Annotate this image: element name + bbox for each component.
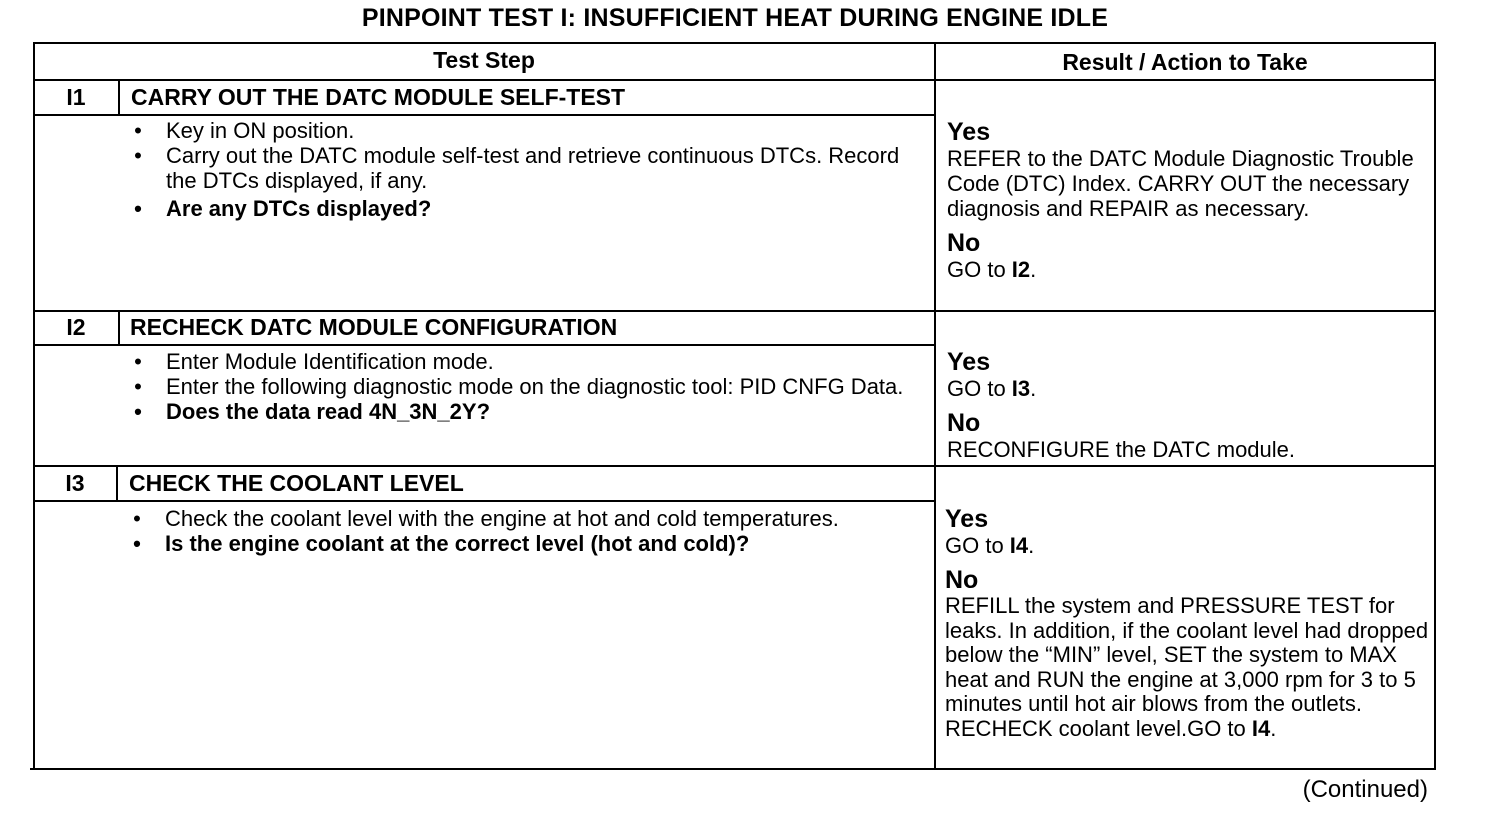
step-reference: I2 xyxy=(1011,257,1031,282)
bullet-icon: • xyxy=(133,531,141,556)
step-id: I2 xyxy=(66,314,86,340)
list-item xyxy=(128,196,918,221)
bullet-icon: • xyxy=(134,374,142,399)
step-instructions xyxy=(127,506,867,556)
instruction-text: Enter the following diagnostic mode on the diagnostic tool: PID CNFG Data. xyxy=(166,374,904,399)
no-action-text: REFILL the system and PRESSURE TEST for leaks. In addition, if the coolant level had dropped below the “MIN” level, SET the system to MAX heat and RUN the engine at 3,000 rpm for 3 to 5 minutes until hot air blows from the outlets. RECHECK coolant level.GO to xyxy=(945,593,1429,741)
bullet-icon: • xyxy=(134,399,142,424)
instruction-text: Carry out the DATC module self-test and retrieve continuous DTCs. Record the DTCs displayed, if any. xyxy=(166,143,900,193)
no-action-end: . xyxy=(1270,715,1277,741)
step-result xyxy=(945,505,1430,749)
list-item xyxy=(128,143,918,193)
step-reference: I3 xyxy=(1011,376,1031,401)
step-i3-name-divider xyxy=(34,500,935,502)
no-action xyxy=(947,257,1422,282)
no-label: No xyxy=(947,409,981,437)
header-result-action: Result / Action to Take xyxy=(1062,49,1308,75)
yes-label: Yes xyxy=(947,118,991,146)
step-i1-id-divider xyxy=(118,80,120,115)
step-title: CHECK THE COOLANT LEVEL xyxy=(129,470,464,496)
question-text: Does the data read 4N_3N_2Y? xyxy=(166,399,491,424)
bullet-icon: • xyxy=(134,118,142,143)
list-item xyxy=(128,118,918,143)
step-id: I1 xyxy=(66,84,86,110)
step-instructions xyxy=(128,349,918,424)
no-action-text: GO to xyxy=(947,257,1012,282)
instruction-text: Check the coolant level with the engine at hot and cold temperatures. xyxy=(165,506,839,531)
step-title: CARRY OUT THE DATC MODULE SELF-TEST xyxy=(131,84,626,110)
list-item xyxy=(128,349,918,374)
step-result xyxy=(947,118,1422,290)
yes-label: Yes xyxy=(947,348,991,376)
yes-action xyxy=(945,533,1430,558)
table-border-bottom xyxy=(30,768,1434,770)
step-divider-1 xyxy=(34,310,1436,312)
column-divider xyxy=(934,42,936,770)
yes-action-text: GO to xyxy=(947,376,1012,401)
step-reference: I4 xyxy=(1251,715,1271,741)
step-i2-name-divider xyxy=(34,344,935,346)
bullet-icon: • xyxy=(133,506,141,531)
no-label: No xyxy=(947,229,981,257)
instruction-text: Enter Module Identification mode. xyxy=(166,349,494,374)
table-border-right xyxy=(1434,42,1436,770)
page-title: PINPOINT TEST I: INSUFFICIENT HEAT DURING ENGINE IDLE xyxy=(361,4,1109,32)
list-item xyxy=(127,506,867,531)
header-test-step: Test Step xyxy=(433,47,535,73)
step-i1-name-divider xyxy=(34,114,935,116)
yes-action-end: . xyxy=(1030,376,1037,401)
step-i2-id-divider xyxy=(118,311,120,345)
no-action xyxy=(945,594,1430,741)
no-label: No xyxy=(945,566,979,594)
instruction-text: Key in ON position. xyxy=(166,118,355,143)
bullet-icon: • xyxy=(134,143,142,168)
step-reference: I4 xyxy=(1009,533,1029,558)
list-item xyxy=(128,374,918,399)
table-border-top xyxy=(34,42,1436,44)
table-border-left xyxy=(33,42,35,770)
step-result xyxy=(947,348,1422,470)
step-title: RECHECK DATC MODULE CONFIGURATION xyxy=(130,314,618,340)
step-id: I3 xyxy=(65,470,85,496)
step-i3-id-divider xyxy=(116,466,118,501)
step-instructions xyxy=(128,118,918,221)
bullet-icon: • xyxy=(134,349,142,374)
yes-label: Yes xyxy=(945,505,989,533)
header-divider xyxy=(34,79,1436,81)
question-text: Is the engine coolant at the correct level (hot and cold)? xyxy=(165,531,750,556)
yes-action: REFER to the DATC Module Diagnostic Trouble Code (DTC) Index. CARRY OUT the necessary diagnosis and REPAIR as necessary. xyxy=(947,146,1414,221)
no-action: RECONFIGURE the DATC module. xyxy=(947,437,1296,462)
yes-action xyxy=(947,376,1422,401)
question-text: Are any DTCs displayed? xyxy=(166,196,432,221)
list-item xyxy=(127,531,867,556)
yes-action-text: GO to xyxy=(945,533,1010,558)
yes-action-end: . xyxy=(1028,533,1035,558)
bullet-icon: • xyxy=(134,196,142,221)
no-action-end: . xyxy=(1030,257,1037,282)
continued-note: (Continued) xyxy=(1302,776,1428,803)
list-item xyxy=(128,399,918,424)
